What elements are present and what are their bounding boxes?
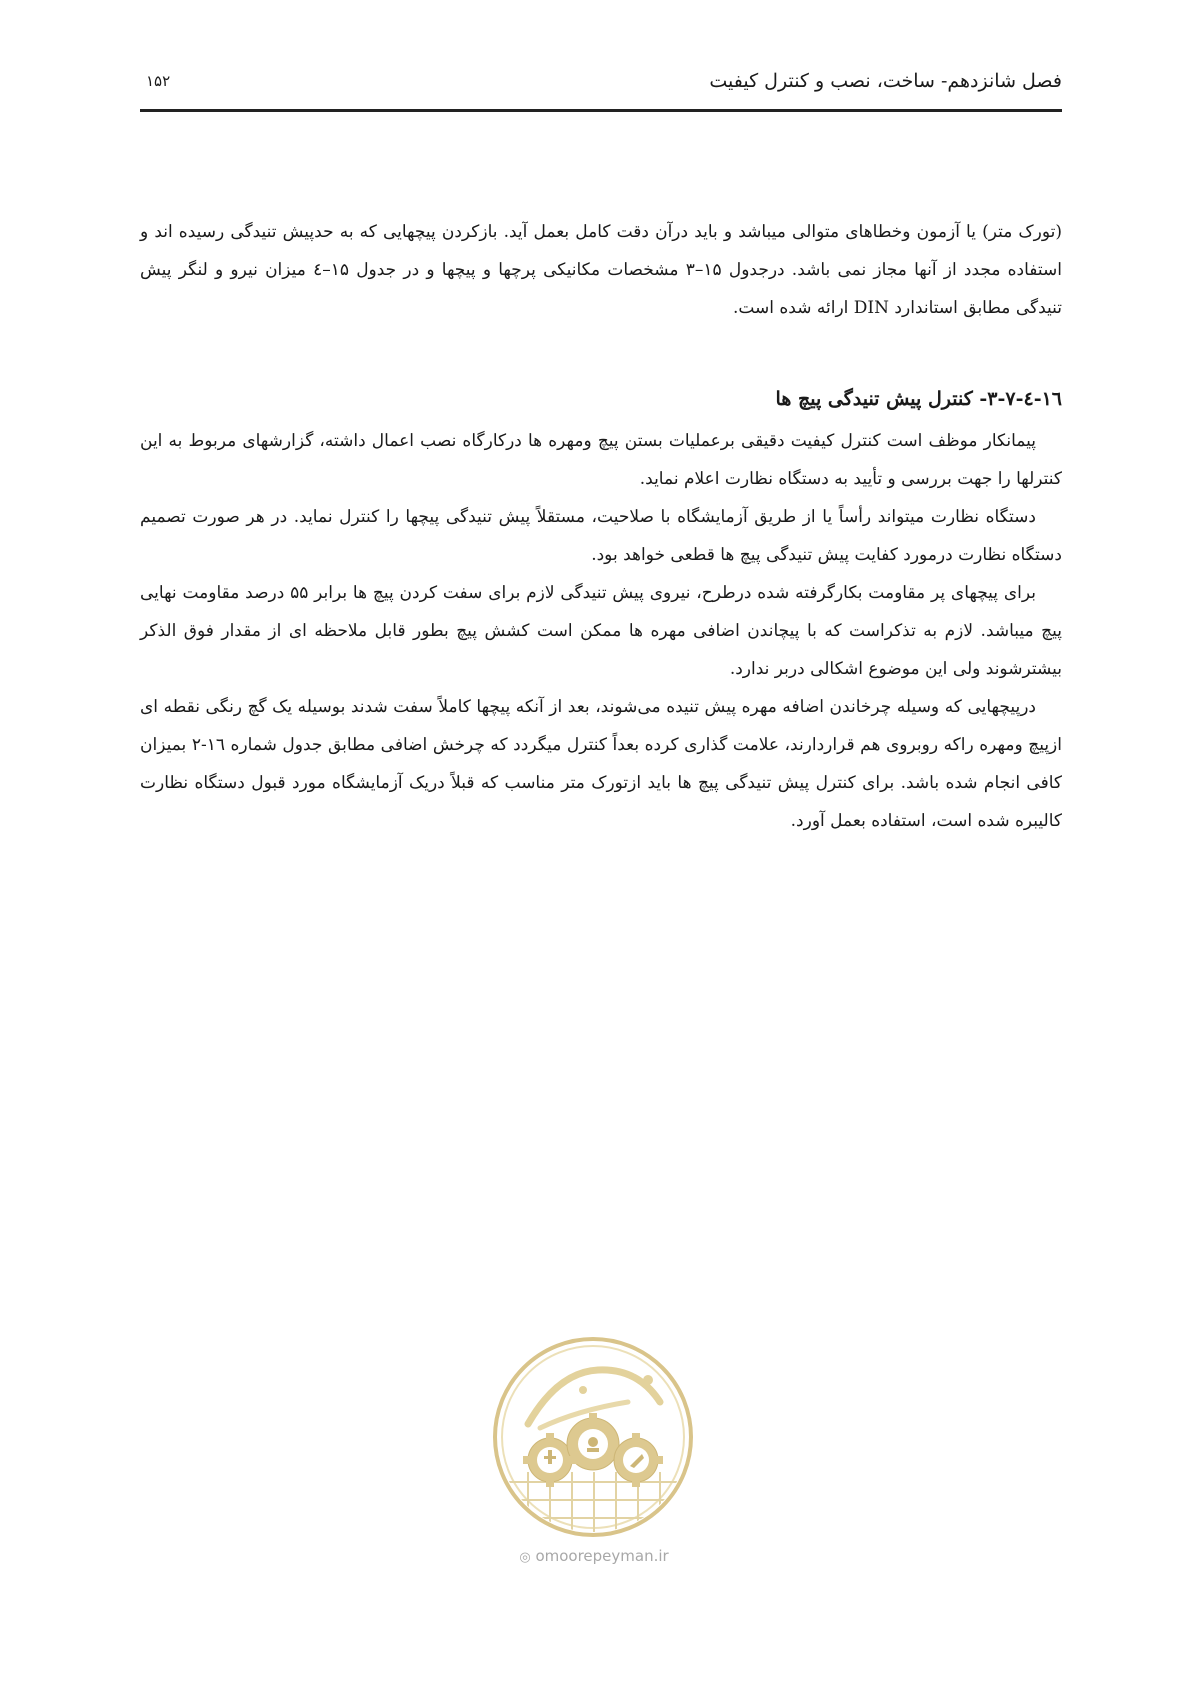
- intro-block: [140, 213, 1062, 327]
- body-paragraph: پیمانکار موظف است کنترل کیفیت دقیقی برعملیات بستن پیچ ومهره ها درکارگاه نصب اعمال داشته، گزارشهای مربوط به این کنترلها را جهت بررسی و تأیید به دستگاه نظارت اعلام نماید.: [140, 431, 1062, 489]
- globe-icon: ◎: [519, 1550, 531, 1565]
- chapter-title: فصل شانزدهم- ساخت، نصب و کنترل کیفیت: [709, 70, 1062, 92]
- body-paragraph: دستگاه نظارت میتواند رأساً یا از طریق آزمایشگاه با صلاحیت، مستقلاً پیش تنیدگی پیچها را کنترل نماید. در هر صورت تصمیم دستگاه نظارت درمورد کفایت پیش تنیدگی پیچ ها قطعی خواهد بود.: [140, 507, 1062, 565]
- watermark-logo: [488, 1332, 698, 1542]
- section-body: [140, 422, 1062, 840]
- watermark-seal-icon: [488, 1332, 698, 1542]
- page-number: ۱۵۲: [146, 72, 171, 90]
- watermark-url-text: omoorepeyman.ir: [535, 1547, 669, 1565]
- body-paragraph: درپیچهایی که وسیله چرخاندن اضافه مهره پیش تنیده می‌شوند، بعد از آنکه پیچها کاملاً سفت شدند بوسیله یک گچ رنگی نقطه ای ازپیچ ومهره راکه روبروی هم قراردارند، علامت گذاری کرده بعداً کنترل میگردد که چرخش اضافی مطابق جدول شماره ١٦-٢ بمیزان کافی انجام شده باشد. برای کنترل پیش تنیدگی پیچ ها باید ازتورک متر مناسب که قبلاً دریک آزمایشگاه مورد قبول دستگاه نظارت کالیبره شده است، استفاده بعمل آورد.: [140, 697, 1063, 831]
- intro-paragraph: (تورک متر) یا آزمون وخطاهای متوالی میباشد و باید درآن دقت کامل بعمل آید. بازکردن پیچهایی که به حدپیش تنیدگی رسیده اند و استفاده مجدد از آنها مجاز نمی باشد. درجدول ۱۵–۳ مشخصات مکانیکی پرچها و پیچها و در جدول ۱۵–٤ میزان نیرو و لنگر پیش تنیدگی مطابق استاندارد DIN ارائه شده است.: [140, 222, 1063, 318]
- section-heading: ١٦-٤-٧-٣- کنترل پیش تنیدگی پیچ ها: [775, 388, 1062, 410]
- body-paragraph: برای پیچهای پر مقاومت بکارگرفته شده درطرح، نیروی پیش تنیدگی لازم برای سفت کردن پیچ ها برابر ۵۵ درصد مقاومت نهایی پیچ میباشد. لازم به تذکراست که با پیچاندن اضافی مهره ها ممکن است کشش پیچ بطور قابل ملاحظه ای از مقدار فوق الذکر بیشترشوند ولی این موضوع اشکالی دربر ندارد.: [140, 583, 1062, 679]
- page-header: [140, 60, 1062, 112]
- watermark-url: [484, 1547, 704, 1565]
